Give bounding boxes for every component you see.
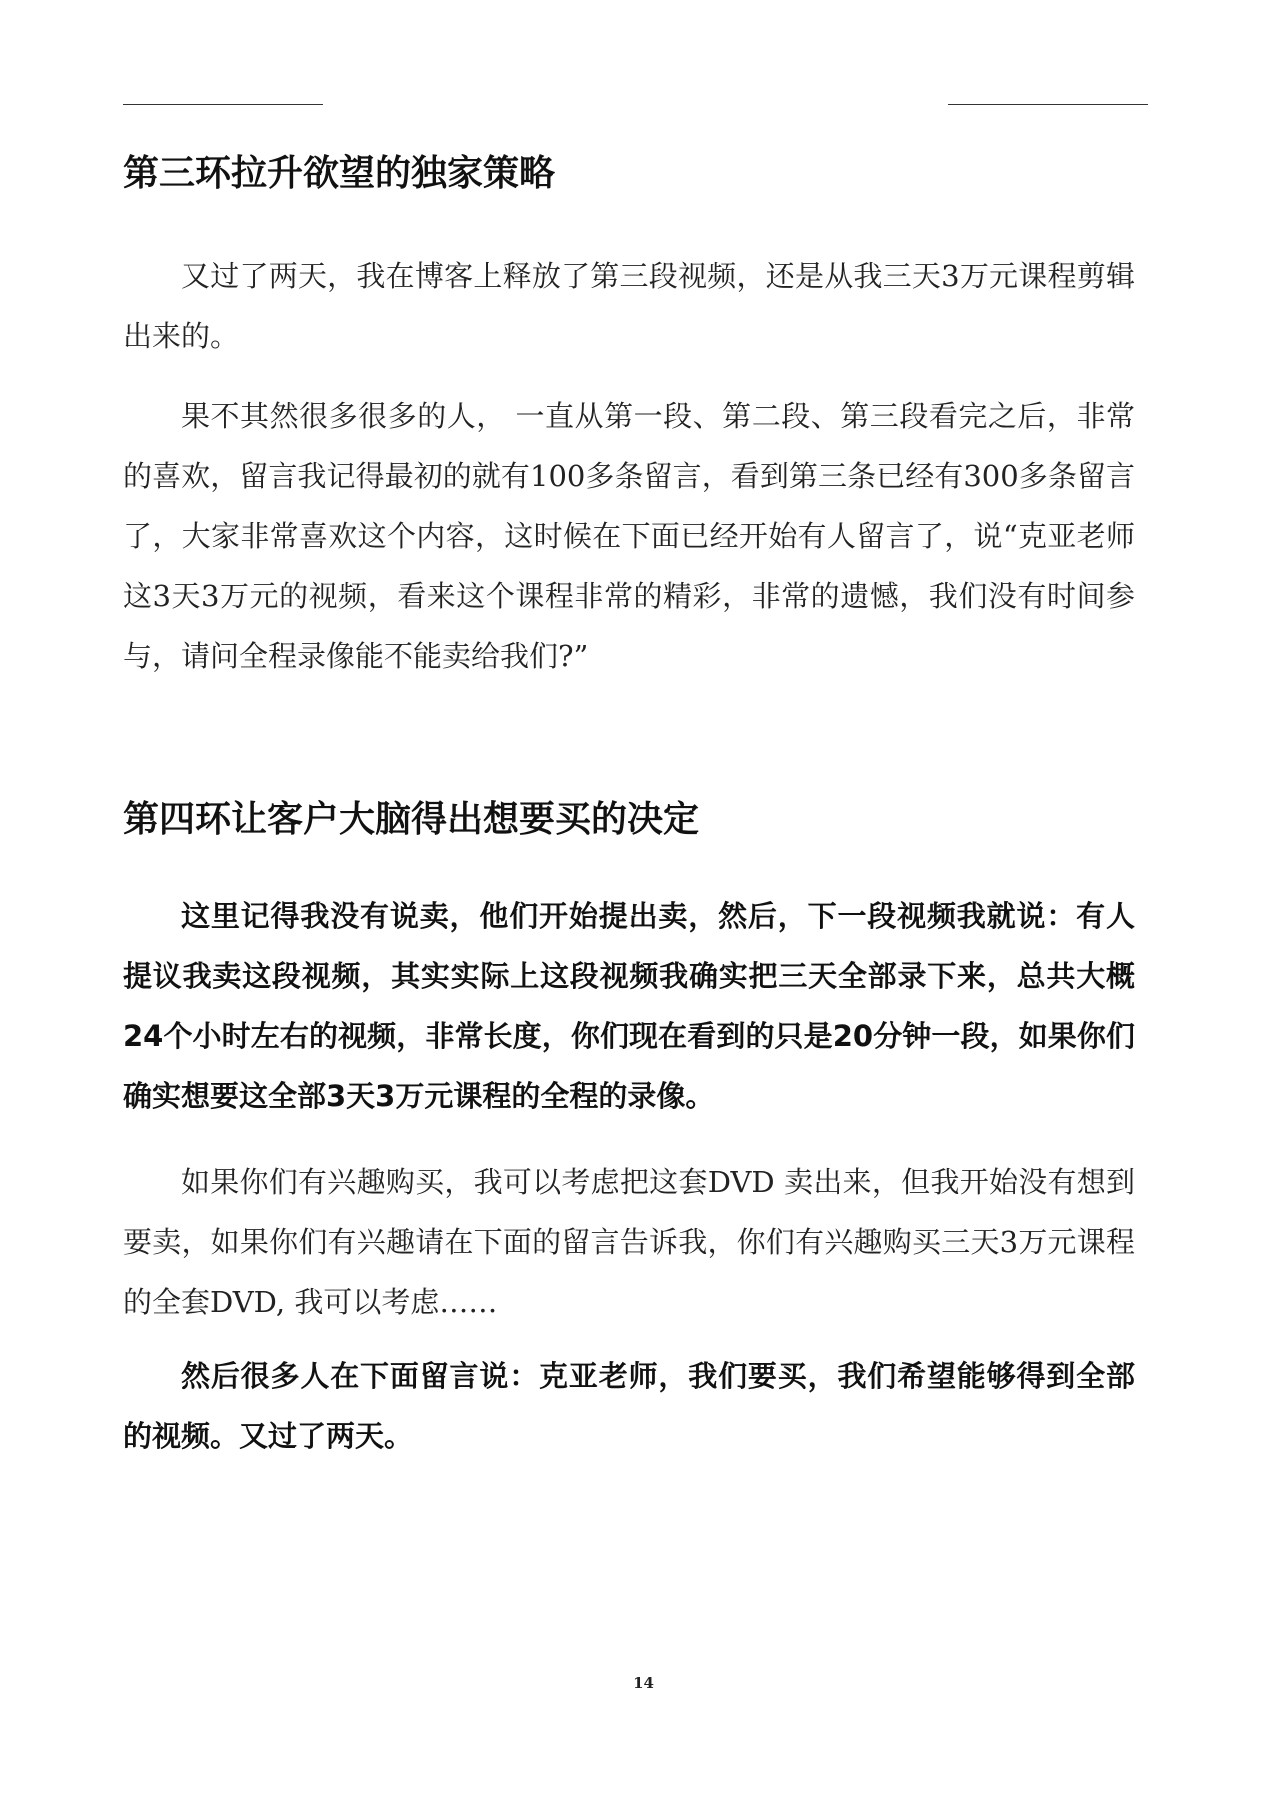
paragraph-4-2: 如果你们有兴趣购买，我可以考虑把这套DVD 卖出来，但我开始没有想到要卖，如果你们有兴趣请在下面的留言告诉我，你们有兴趣购买三天3万元课程的全套DVD, 我可以考虑…… bbox=[123, 1165, 1135, 1319]
page-number: 14 bbox=[633, 1674, 654, 1692]
paragraph-4-1: 这里记得我没有说卖，他们开始提出卖，然后，下一段视频我就说：有人提议我卖这段视频，其实实际上这段视频我确实把三天全部录下来，总共大概24个小时左右的视频，非常长度，你们现在看到的只是20分钟一段，如果你们确实想要这全部3天3万元课程的全程的录像。 bbox=[123, 899, 1135, 1113]
paragraph-4-3: 然后很多人在下面留言说：克亚老师，我们要买，我们希望能够得到全部的视频。又过了两天。 bbox=[123, 1359, 1135, 1453]
paragraph-3-2: 果不其然很多很多的人， 一直从第一段、第二段、第三段看完之后，非常的喜欢，留言我记得最初的就有100多条留言，看到第三条已经有300多条留言了，大家非常喜欢这个内容，这时候在下面已经开始有人留言了，说“克亚老师这3天3万元的视频，看来这个课程非常的精彩，非常的遗憾，我们没有时间参与，请问全程录像能不能卖给我们?” bbox=[123, 399, 1135, 673]
header-rule-left bbox=[123, 104, 323, 105]
header-rule-right bbox=[948, 104, 1148, 105]
section-heading-4: 第四环让客户大脑得出想要买的决定 bbox=[123, 799, 700, 840]
section-heading-3: 第三环拉升欲望的独家策略 bbox=[123, 153, 556, 194]
paragraph-3-1: 又过了两天，我在博客上释放了第三段视频，还是从我三天3万元课程剪辑出来的。 bbox=[123, 259, 1135, 353]
